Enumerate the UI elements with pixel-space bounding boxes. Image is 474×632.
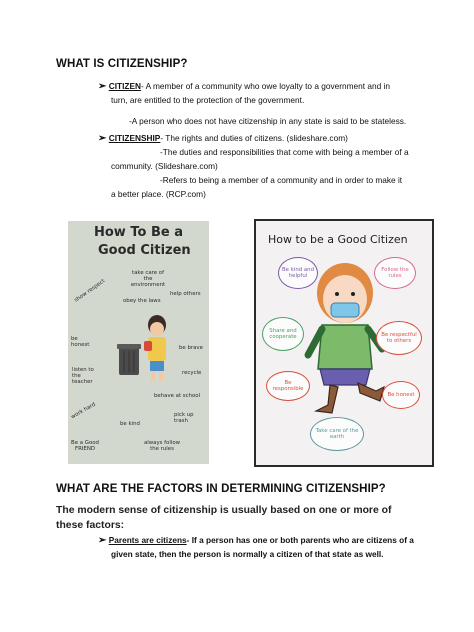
section-heading-factors: WHAT ARE THE FACTORS IN DETERMINING CITIZENSHIP?: [56, 483, 386, 495]
factors-intro-line-1: The modern sense of citizenship is usually based on one or more of: [56, 505, 392, 516]
note-recycle: recycle: [182, 370, 202, 376]
cloud-be-kind: Be kind and helpful: [278, 257, 318, 289]
arrow-bullet-icon: ➢: [98, 535, 107, 546]
note-trash: pick up trash: [174, 412, 194, 424]
citizenship-line-2: -The duties and responsibilities that come with being a member of a: [160, 147, 409, 157]
note-behave: behave at school: [154, 393, 201, 399]
note-listen: listen to the teacher: [72, 367, 94, 385]
note-environment: take care of the environment: [130, 270, 166, 288]
citizenship-line-3: community. (Slideshare.com): [111, 161, 218, 171]
note-friend: Be a Good FRIEND: [71, 440, 99, 452]
cloud-follow-rules: Follow the rules: [374, 257, 416, 289]
good-citizen-poster-photo: [68, 221, 209, 464]
citizen-term: CITIZEN: [108, 81, 141, 91]
parents-text: - If a person has one or both parents who are citizens of a: [186, 535, 414, 545]
girl-recycling-illustration: [114, 309, 184, 389]
note-brave: be brave: [179, 345, 203, 351]
arrow-bullet-icon: ➢: [98, 81, 107, 92]
note-laws: obey the laws: [123, 298, 161, 304]
citizen-definition-text: - A member of a community who owe loyalty to a government and in: [140, 81, 390, 91]
section-heading-citizenship: WHAT IS CITIZENSHIP?: [56, 58, 188, 70]
parents-term: Parents are citizens: [108, 535, 187, 545]
cloud-be-respectful: Be respectful to others: [376, 321, 422, 355]
citizenship-definition-text: - The rights and duties of citizens. (slideshare.com): [160, 133, 348, 143]
poster-right-title: How to be a Good Citizen: [268, 233, 408, 246]
factors-intro-line-2: these factors:: [56, 520, 125, 531]
note-rules: always follow the rules: [143, 440, 181, 452]
citizenship-line-4: -Refers to being a member of a community and in order to make it: [160, 175, 403, 185]
note-help: help others: [170, 291, 201, 297]
arrow-bullet-icon: ➢: [98, 133, 107, 144]
poster-left-title-2: Good Citizen: [98, 243, 191, 258]
cloud-take-care-earth: Take care of the earth: [310, 417, 364, 451]
parents-text-cont: given state, then the person is normally a citizen of that state as well.: [111, 549, 384, 559]
note-respect: show respect: [73, 278, 107, 304]
citizenship-term: CITIZENSHIP: [108, 133, 161, 143]
poster-left-title-1: How To Be a: [94, 225, 183, 240]
citizen-definition-cont: turn, are entitled to the protection of the government.: [111, 95, 305, 105]
cloud-be-responsible: Be responsible: [266, 371, 310, 401]
stateless-note: -A person who does not have citizenship in any state is said to be stateless.: [129, 116, 407, 126]
cloud-be-honest: Be honest: [382, 381, 420, 409]
good-citizen-poster-drawing: [254, 219, 434, 467]
note-honest: be honest: [71, 336, 90, 348]
citizenship-line-5: a better place. (RCP.com): [111, 189, 206, 199]
note-kind: be kind: [120, 421, 140, 427]
cloud-share-cooperate: Share and cooperate: [262, 317, 304, 351]
note-work: work hard: [70, 401, 97, 421]
